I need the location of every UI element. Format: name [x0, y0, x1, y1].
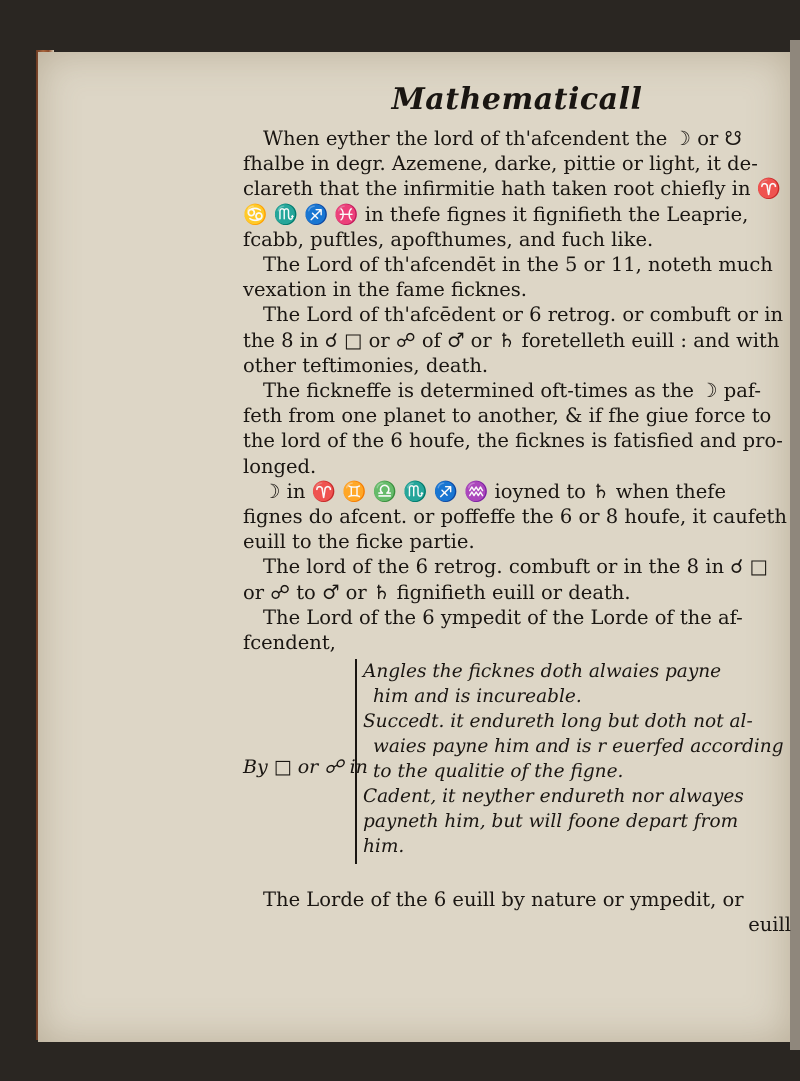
page-text — [243, 80, 791, 938]
brace-line: him and is incureable. — [373, 686, 582, 708]
paragraph-5: ☽ in ♈ ♊ ♎ ♏ ♐ ♒ ioyned to ♄ when thefe fignes do afcent. or poffeffe the 6 or 8 houfe, it caufeth euill to the ficke partie. — [243, 479, 787, 554]
brace-left-label: By □ or ☍ in — [243, 756, 368, 779]
paragraph-7: The Lord of the 6 ympedit of the Lorde of the af-fcendent, — [243, 605, 743, 655]
italic-brace-block — [243, 659, 791, 869]
brace-line: Angles the ficknes doth alwaies payne — [363, 661, 722, 683]
paragraph-2: The Lord of th'afcendēt in the 5 or 11, noteth much vexation in the fame ficknes. — [243, 253, 773, 302]
paragraph-4: The fickneffe is determined oft-times as the ☽ paf-feth from one planet to another, & if fhe giue force to the lord of the 6 houfe, the ficknes is fatisfied and pro-longed. — [243, 379, 783, 478]
bottom-line: The Lorde of the 6 euill by nature or ympedit, or — [263, 888, 744, 912]
brace-line: payneth him, but will foone depart from — [363, 811, 739, 833]
facing-page-edge — [790, 40, 800, 1050]
brace-line: to the qualitie of the figne. — [373, 761, 624, 783]
brace-line: Cadent, it neyther endureth nor alwayes — [363, 786, 744, 808]
brace-line: Succedt. it endureth long but doth not al- — [363, 711, 753, 733]
paragraph-6: The lord of the 6 retrog. combuft or in the 8 in ☌ □ or ☍ to ♂ or ♄ fignifieth euill or death. — [243, 555, 768, 604]
paragraph-1: When eyther the lord of th'afcendent the ☽ or ☋ fhalbe in degr. Azemene, darke, pittie or light, it de-clareth that the infirmitie hath taken root chiefly in ♈ ♋ ♏ ♐ ♓ in thefe fignes it fignifieth the Leaprie, fcabb, puftles, apofthumes, and fuch like. — [243, 127, 782, 251]
brace-lines — [363, 659, 793, 859]
brace-line: him. — [363, 836, 405, 858]
paragraph-3: The Lord of th'afcēdent or 6 retrog. or combuft or in the 8 in ☌ □ or ☍ of ♂ or ♄ foretelleth euill : and with other teftimonies, death. — [243, 303, 784, 377]
brace-line: waies payne him and is r euerfed according — [373, 736, 784, 758]
catchword: euill — [748, 913, 791, 937]
running-title: Mathematicall — [391, 82, 643, 117]
